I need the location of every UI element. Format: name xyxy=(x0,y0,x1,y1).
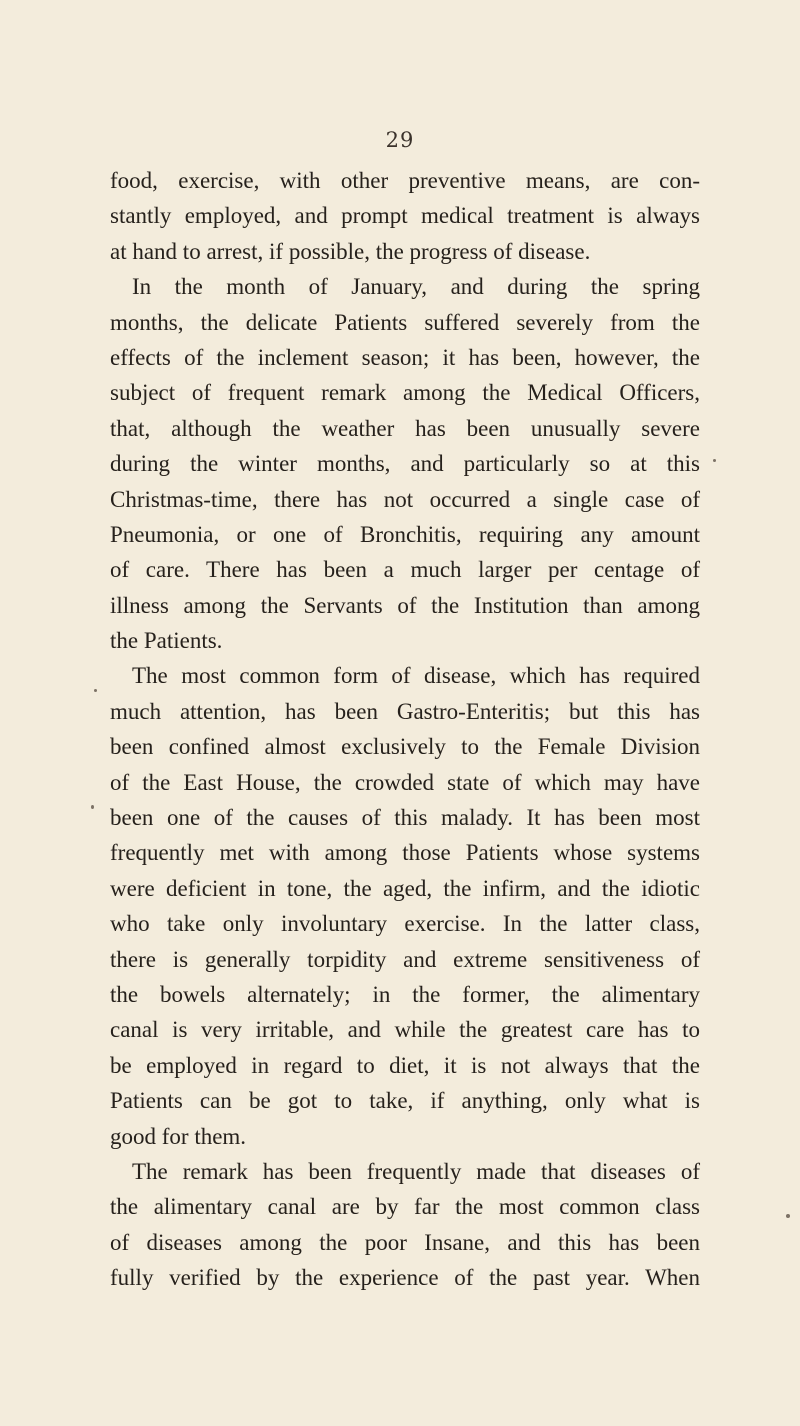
page-number: 29 xyxy=(385,128,415,152)
text-line: canal is very irritable, and while the greatest care has to xyxy=(110,1017,700,1043)
text-line: been confined almost exclusively to the Female Division xyxy=(110,734,700,760)
text-line: In the month of January, and during the spring xyxy=(132,274,700,300)
text-line: the Patients. xyxy=(110,628,223,654)
text-line: at hand to arrest, if possible, the progress of disease. xyxy=(110,238,591,264)
text-line: good for them. xyxy=(110,1123,247,1149)
text-line: there is generally torpidity and extreme sensitiveness of xyxy=(110,946,700,972)
text-line: Patients can be got to take, if anything, only what is xyxy=(110,1088,700,1114)
text-line: The most common form of disease, which has required xyxy=(132,663,700,689)
text-line: during the winter months, and particularly so at this xyxy=(110,451,700,477)
text-line: much attention, has been Gastro-Enteritis; but this has xyxy=(110,698,700,724)
text-line: food, exercise, with other preventive means, are con- xyxy=(110,168,700,193)
text-line: months, the delicate Patients suffered severely from the xyxy=(110,309,700,335)
text-line: of diseases among the poor Insane, and this has been xyxy=(110,1229,700,1255)
text-line: Pneumonia, or one of Bronchitis, requiring any amount xyxy=(110,521,700,547)
print-speck xyxy=(713,459,716,462)
text-line: The remark has been frequently made that diseases of xyxy=(132,1158,700,1184)
text-line: that, although the weather has been unusually severe xyxy=(110,415,700,441)
text-line: of the East House, the crowded state of which may have xyxy=(110,769,700,795)
text-line: been one of the causes of this malady. It has been most xyxy=(110,805,700,831)
text-line: be employed in regard to diet, it is not always that the xyxy=(110,1052,700,1078)
text-line: were deficient in tone, the aged, the infirm, and the idiotic xyxy=(110,875,700,901)
text-line: stantly employed, and prompt medical treatment is always xyxy=(110,203,700,229)
text-line: effects of the inclement season; it has been, however, the xyxy=(110,344,700,370)
text-line: subject of frequent remark among the Medical Officers, xyxy=(110,380,700,406)
text-line: the alimentary canal are by far the most common class xyxy=(110,1194,700,1220)
text-line: fully verified by the experience of the past year. When xyxy=(110,1265,700,1291)
print-speck xyxy=(91,805,94,809)
body-text xyxy=(110,163,700,1296)
text-line: Christmas-time, there has not occurred a single case of xyxy=(110,486,700,512)
text-line: the bowels alternately; in the former, the alimentary xyxy=(110,981,700,1007)
text-line: illness among the Servants of the Institution than among xyxy=(110,592,700,618)
text-line: who take only involuntary exercise. In the latter class, xyxy=(110,911,700,937)
text-line: of care. There has been a much larger per centage of xyxy=(110,557,700,583)
print-speck xyxy=(786,1214,790,1218)
text-line: frequently met with among those Patients whose systems xyxy=(110,840,700,866)
print-speck xyxy=(94,689,97,692)
